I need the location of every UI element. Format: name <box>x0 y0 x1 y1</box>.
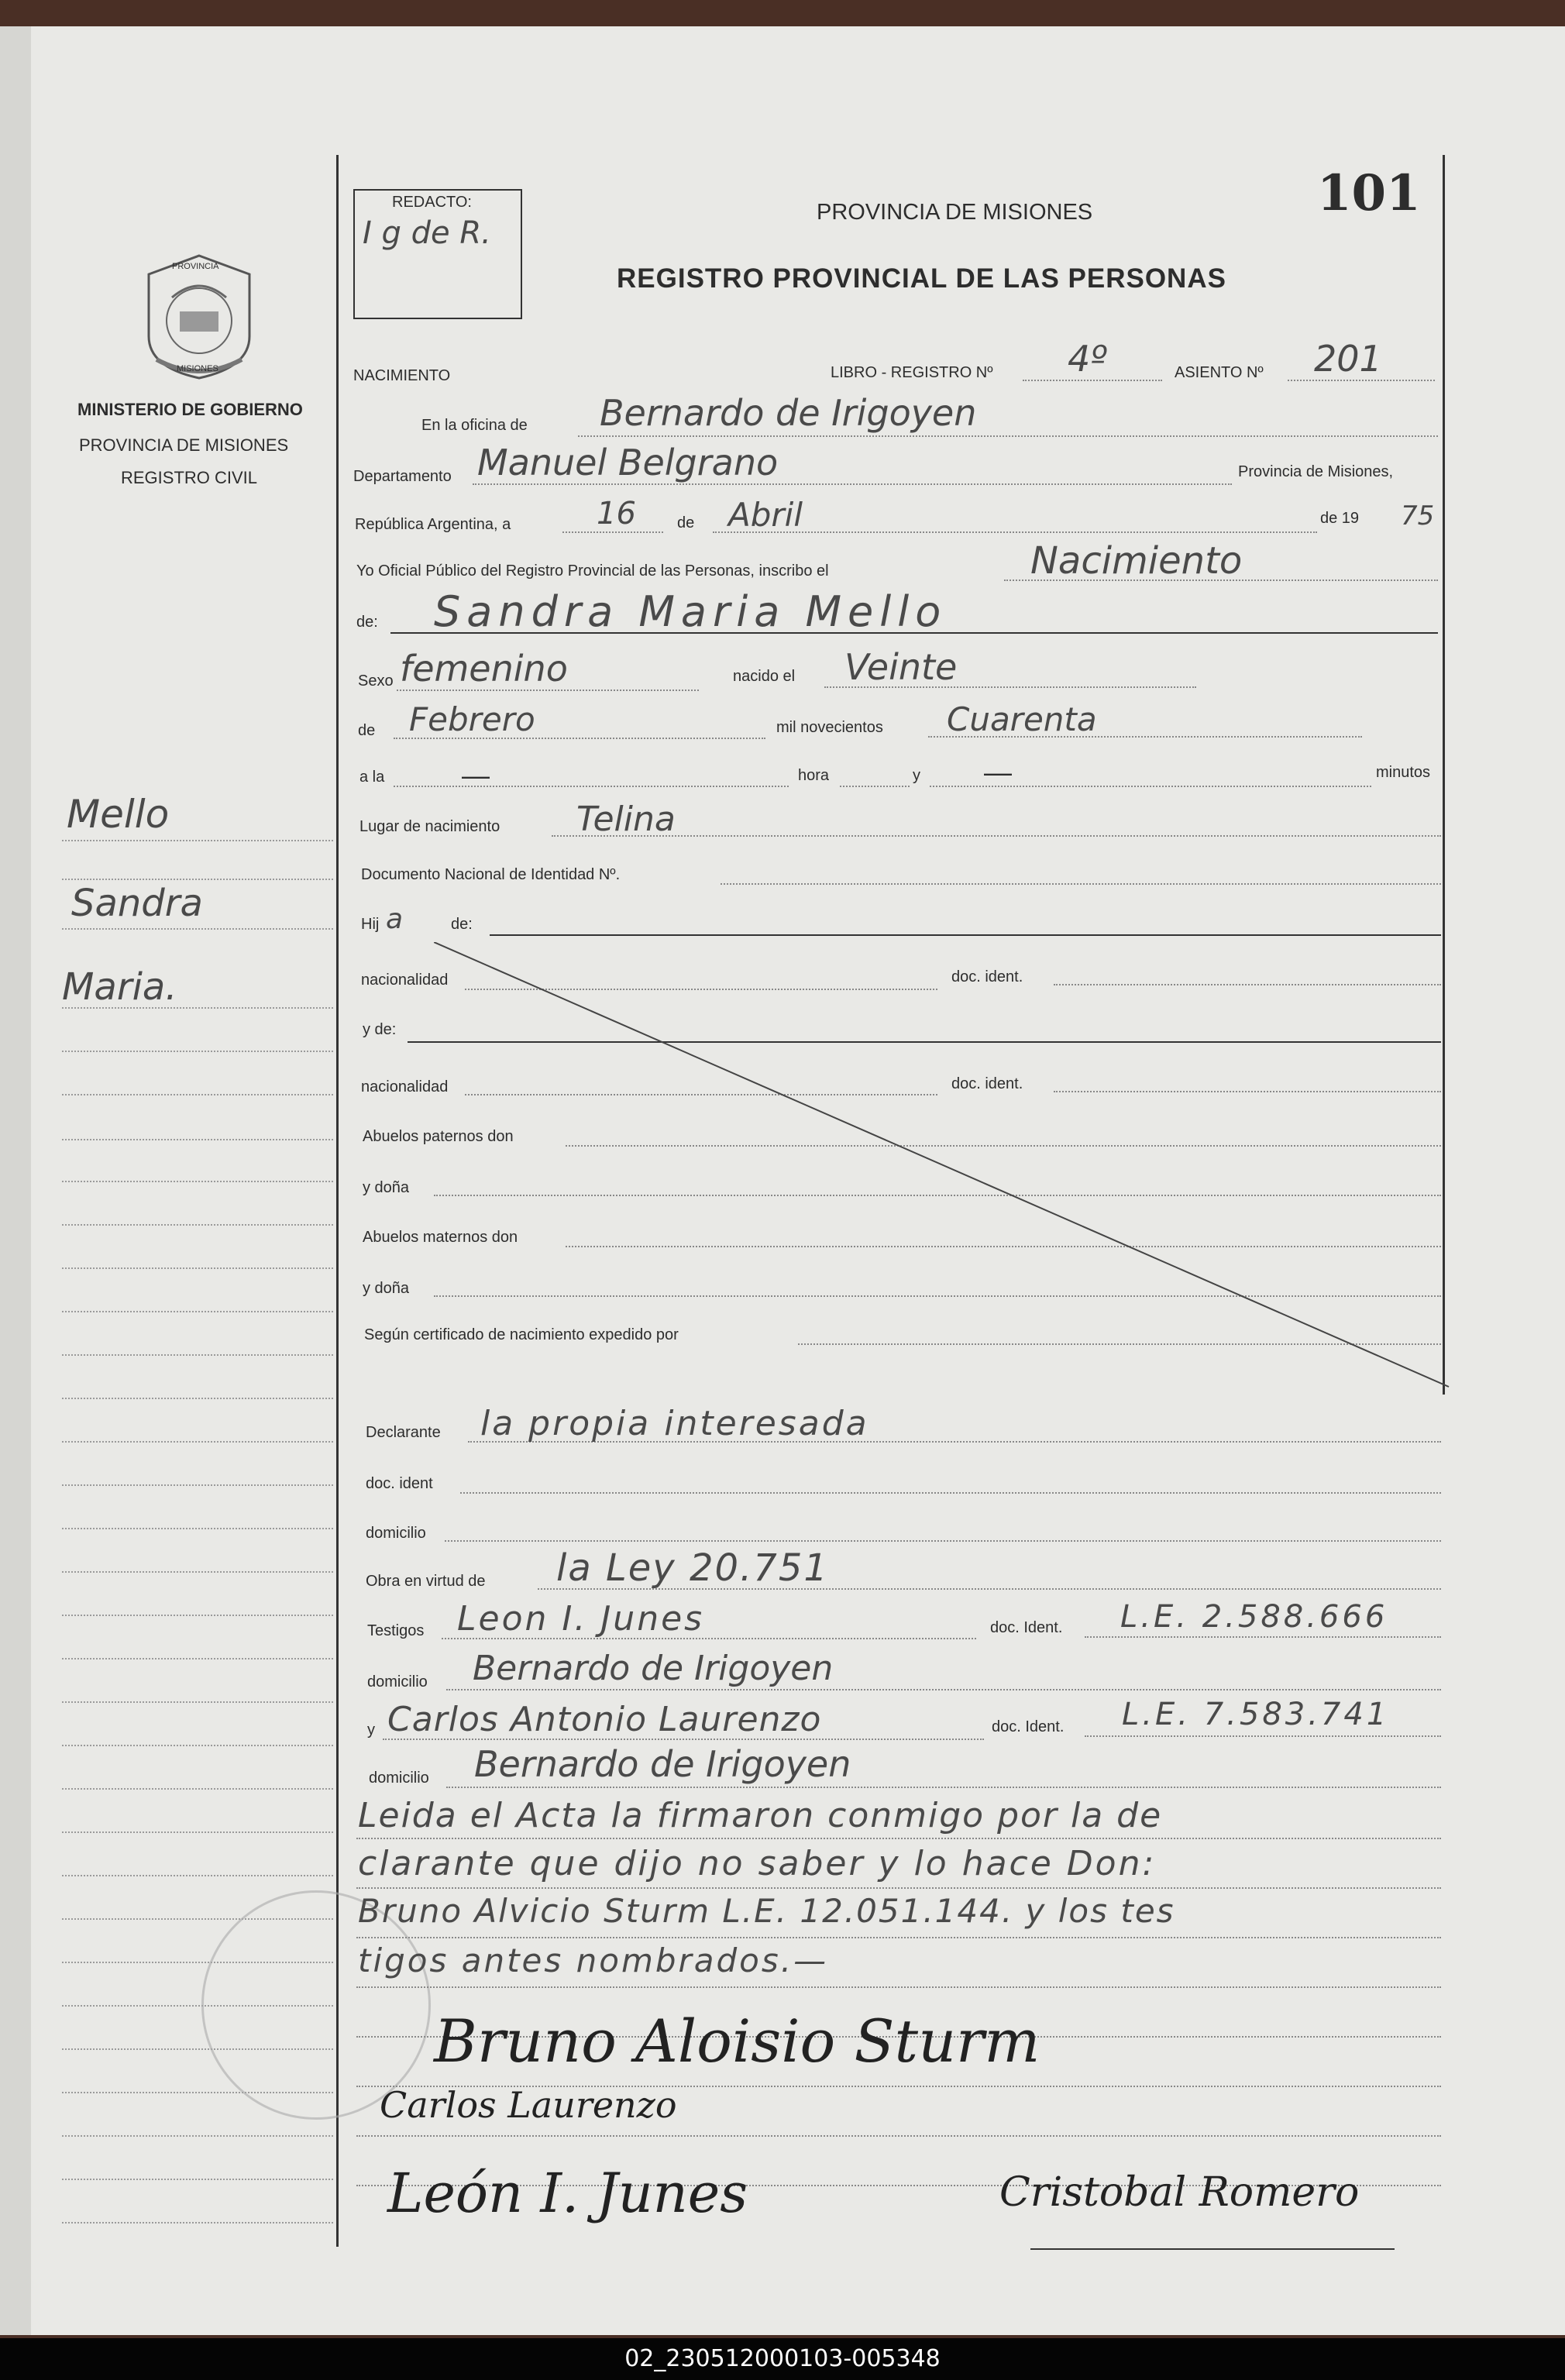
doc-ident-label-1: doc. ident. <box>951 968 1023 985</box>
de3-label: de <box>358 722 376 739</box>
docident-label: doc. ident <box>366 1475 433 1492</box>
year-value: 75 <box>1401 500 1435 531</box>
minutos-label: minutos <box>1376 764 1431 781</box>
testigo1-domicilio: Bernardo de Irigoyen <box>473 1649 834 1688</box>
domicilio-label-1: domicilio <box>366 1525 426 1542</box>
binding-edge <box>0 26 31 2335</box>
sexo-value: femenino <box>400 648 568 690</box>
abuelos-paternos-label: Abuelos paternos don <box>363 1128 514 1145</box>
signature-witness-1: León I. Junes <box>387 2162 748 2225</box>
notes-line-4: tigos antes nombrados.— <box>358 1941 829 1979</box>
margin-surname: Mello <box>67 792 170 837</box>
cancellation-diagonal <box>434 942 1457 1391</box>
domicilio-label-2: domicilio <box>367 1673 428 1690</box>
seal-text-bottom: MISIONES <box>177 364 218 373</box>
lugar-label: Lugar de nacimiento <box>359 818 500 835</box>
testigo2-doc: L.E. 7.583.741 <box>1122 1697 1390 1732</box>
signature-witness-2: Carlos Laurenzo <box>380 2084 677 2126</box>
margin-middle-name: Maria. <box>62 965 177 1009</box>
year-words-value: Cuarenta <box>947 700 1097 738</box>
lugar-value: Telina <box>576 800 676 839</box>
month-value: Abril <box>728 496 803 534</box>
domicilio-label-3: domicilio <box>369 1770 429 1787</box>
official-signature-line <box>1030 2248 1395 2250</box>
year-label: de 19 <box>1320 510 1360 527</box>
testigo1-name: Leon I. Junes <box>457 1599 705 1639</box>
file-caption: 02_230512000103-005348 <box>0 2338 1565 2380</box>
seal-text-top: PROVINCIA <box>172 262 219 271</box>
testigo1-doc: L.E. 2.588.666 <box>1120 1599 1388 1635</box>
notes-line-2: clarante que dijo no saber y lo hace Don: <box>358 1844 1157 1883</box>
nacido-value: Veinte <box>844 646 958 688</box>
provincia-label: Provincia de Misiones, <box>1238 463 1394 480</box>
abuelos-maternos-label: Abuelos maternos don <box>363 1229 518 1246</box>
departamento-label: Departamento <box>353 468 452 485</box>
de2-label: de: <box>356 614 378 631</box>
hij-de-label: de: <box>451 916 473 933</box>
asiento-value: 201 <box>1314 338 1382 380</box>
sexo-label: Sexo <box>358 672 394 690</box>
docident-label-2: doc. Ident. <box>990 1619 1063 1636</box>
margin-first-name: Sandra <box>71 882 203 925</box>
ministry-office: REGISTRO CIVIL <box>121 468 258 487</box>
header-registry: REGISTRO PROVINCIAL DE LAS PERSONAS <box>617 263 1226 294</box>
testigo2-name: Carlos Antonio Laurenzo <box>387 1700 822 1739</box>
declarante-label: Declarante <box>366 1424 441 1441</box>
docident-label-3: doc. Ident. <box>992 1718 1065 1735</box>
declarante-value: la propia interesada <box>480 1404 869 1443</box>
minutes-value: — <box>984 756 1012 788</box>
ala-value: — <box>462 759 490 791</box>
day-value: 16 <box>597 496 636 531</box>
oficina-label: En la oficina de <box>421 417 528 434</box>
ala-label: a la <box>359 769 385 786</box>
ministry-province: PROVINCIA DE MISIONES <box>79 435 289 455</box>
yde-label: y de: <box>363 1021 397 1038</box>
y-label: y <box>913 767 920 784</box>
ydona-label-2: y doña <box>363 1280 410 1297</box>
notes-line-1: Leida el Acta la firmaron conmigo por la de <box>358 1796 1163 1835</box>
nacionalidad-label-2: nacionalidad <box>361 1078 449 1095</box>
header-province: PROVINCIA DE MISIONES <box>817 200 1093 225</box>
testigos-label: Testigos <box>367 1622 425 1639</box>
doc-ident-label-2: doc. ident. <box>951 1075 1023 1092</box>
signature-official: Cristobal Romero <box>999 2169 1360 2216</box>
signature-declarant: Bruno Aloisio Sturm <box>434 2007 1040 2076</box>
testigo2-domicilio: Bernardo de Irigoyen <box>474 1743 851 1785</box>
de-label: de <box>677 514 695 531</box>
obra-value: la Ley 20.751 <box>556 1546 829 1590</box>
month2-value: Febrero <box>409 700 535 738</box>
obra-label: Obra en virtud de <box>366 1573 486 1590</box>
hij-suffix: a <box>386 903 404 935</box>
page-number: 101 <box>1317 164 1421 222</box>
person-value: Sandra Maria Mello <box>434 587 948 636</box>
hora-label: hora <box>798 767 830 784</box>
mil-label: mil novecientos <box>776 719 883 736</box>
libro-value: 4º <box>1068 338 1107 380</box>
inscribo-label: Yo Oficial Público del Registro Provincial de las Personas, inscribo el <box>356 562 829 580</box>
ydona-label-1: y doña <box>363 1179 410 1196</box>
departamento-value: Manuel Belgrano <box>477 442 779 483</box>
asiento-label: ASIENTO Nº <box>1175 364 1264 381</box>
hij-label: Hij <box>361 916 380 933</box>
republica-label: República Argentina, a <box>355 516 511 533</box>
nacionalidad-label-1: nacionalidad <box>361 972 449 989</box>
redacto-value: I g de R. <box>363 215 491 251</box>
segun-label: Según certificado de nacimiento expedido por <box>364 1326 679 1343</box>
act-type-label: NACIMIENTO <box>353 367 451 384</box>
dni-label: Documento Nacional de Identidad Nº. <box>361 866 621 883</box>
inscribo-value: Nacimiento <box>1030 539 1243 583</box>
y2-label: y <box>367 1721 375 1739</box>
redacto-label: REDACTO: <box>392 194 472 211</box>
oficina-value: Bernardo de Irigoyen <box>600 392 977 434</box>
notes-line-3: Bruno Alvicio Sturm L.E. 12.051.144. y los tes <box>358 1892 1175 1930</box>
nacido-label: nacido el <box>733 668 796 685</box>
libro-label: LIBRO - REGISTRO Nº <box>831 364 993 381</box>
ministry-name: MINISTERIO DE GOBIERNO <box>77 400 303 419</box>
